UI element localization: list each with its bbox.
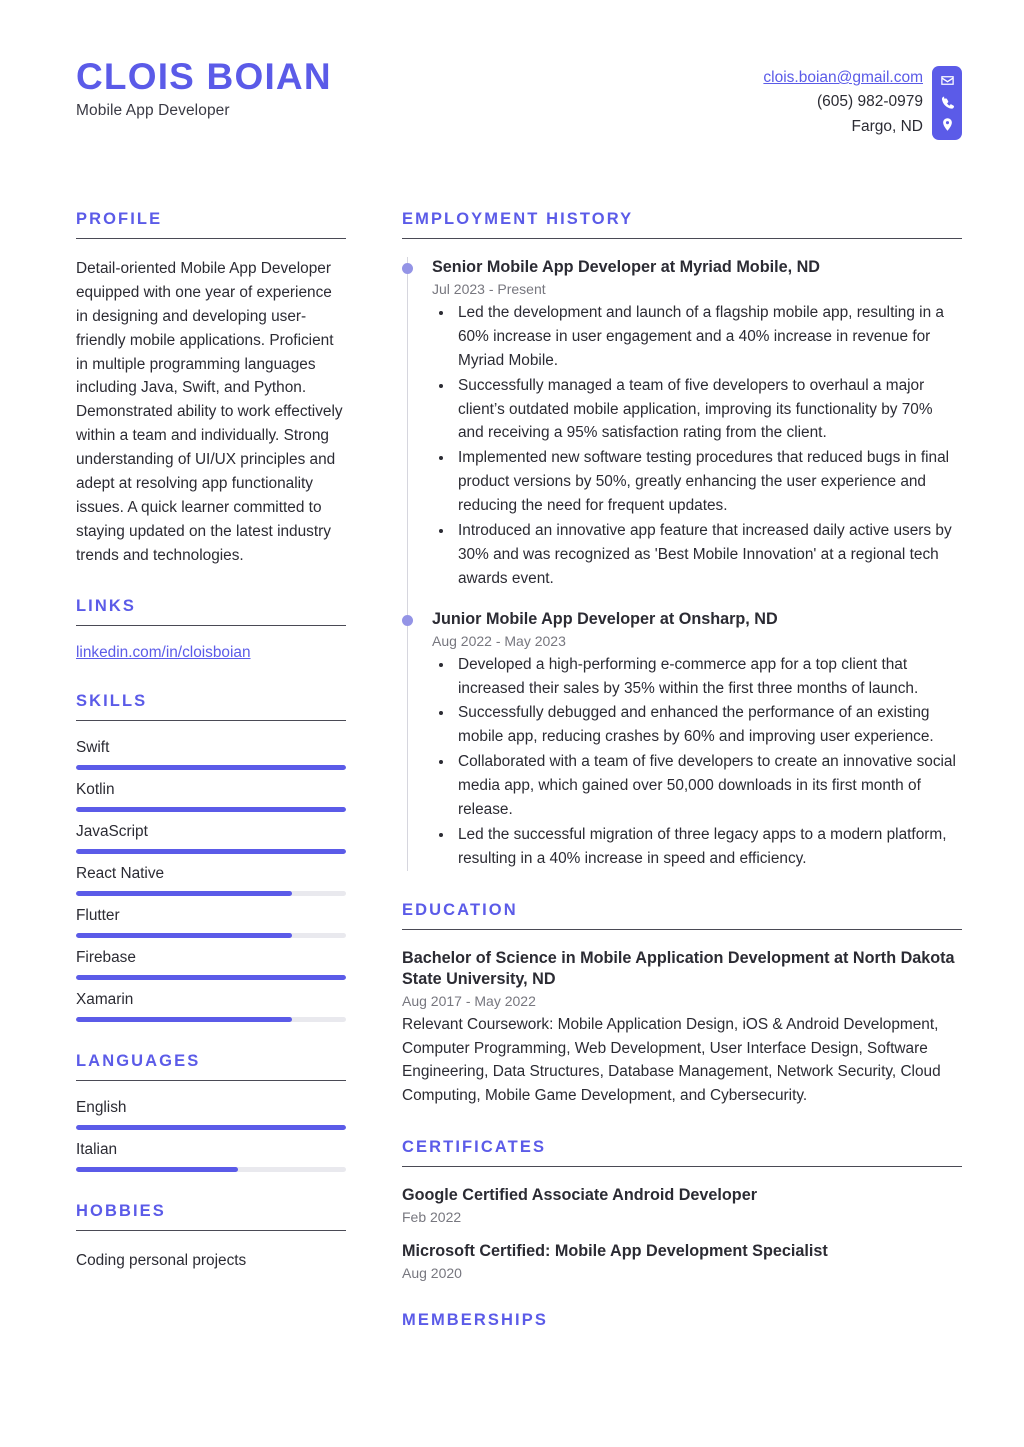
- section-languages: [76, 1052, 346, 1172]
- section-divider: [76, 720, 346, 721]
- language-bar: [76, 1099, 346, 1130]
- section-employment: [402, 210, 962, 871]
- skill-bar-label: React Native: [76, 865, 165, 883]
- section-memberships: [402, 1311, 962, 1339]
- employment-timeline: [407, 257, 962, 871]
- skill-bar: [76, 949, 346, 980]
- language-bar-track: [76, 1167, 346, 1172]
- skill-bar-track: [76, 933, 346, 938]
- candidate-name: CLOIS BOIAN: [76, 56, 332, 97]
- language-bar-track: [76, 1125, 346, 1130]
- certificate-entry: [402, 1185, 962, 1225]
- section-divider: [402, 929, 962, 930]
- language-bar-fill: [76, 1167, 238, 1172]
- section-education: [402, 901, 962, 1109]
- skill-bar: [76, 739, 346, 770]
- section-title-employment: EMPLOYMENT HISTORY: [402, 210, 634, 228]
- section-title-education: EDUCATION: [402, 900, 518, 919]
- contact-email-row: [763, 66, 923, 90]
- employment-title: Senior Mobile App Developer at Myriad Mobile, ND: [432, 258, 820, 276]
- section-title-languages: LANGUAGES: [76, 1052, 201, 1071]
- section-divider: [76, 238, 346, 239]
- language-bar-label: Italian: [76, 1141, 118, 1159]
- skill-bar-label: Firebase: [76, 949, 136, 967]
- skill-bar-fill: [76, 975, 346, 980]
- employment-bullet: • Collaborated with a team of five developers to create an innovative social media app, which gained over 50,000 downloads in its first month of release.: [454, 750, 962, 822]
- skill-bar-fill: [76, 891, 292, 896]
- employment-bullet: • Successfully managed a team of five developers to overhaul a major client’s outdated mobile application, improving its functionality by 70% and receiving a 95% satisfaction rating from the client.: [454, 374, 962, 446]
- skill-bar: [76, 865, 346, 896]
- skill-bar-label: Xamarin: [76, 991, 134, 1009]
- resume-header: [76, 56, 962, 140]
- education-title: Bachelor of Science in Mobile Application Development at North Dakota State University, ND: [402, 948, 955, 988]
- skill-bar-track: [76, 975, 346, 980]
- section-links: [76, 597, 346, 662]
- section-skills: [76, 692, 346, 1022]
- profile-summary-text: Detail-oriented Mobile App Developer equipped with one year of experience in designing and developing user-friendly mobile applications. Proficient in multiple programming languages including Java, Swift, and Python. Demonstrated ability to work effectively within a team and individually. Strong understanding of UI/UX principles and adept at resolving app functionality issues. A quick learner committed to staying updated on the latest industry trends and technologies.: [76, 260, 343, 564]
- skill-bar: [76, 781, 346, 812]
- section-certificates: [402, 1138, 962, 1281]
- section-profile: [76, 210, 346, 567]
- skills-list: [76, 739, 346, 1022]
- contact-lines: [763, 66, 923, 139]
- identity-block: [76, 56, 332, 120]
- phone-icon: [940, 95, 955, 110]
- section-title-profile: PROFILE: [76, 210, 163, 228]
- employment-date: Aug 2022 - May 2023: [432, 632, 566, 649]
- link-item[interactable]: linkedin.com/in/cloisboian: [76, 644, 251, 662]
- skill-bar: [76, 907, 346, 938]
- timeline-dot-icon: [402, 615, 413, 626]
- languages-list: [76, 1099, 346, 1172]
- certificate-date: Feb 2022: [402, 1209, 462, 1226]
- skill-bar-track: [76, 849, 346, 854]
- skill-bar-fill: [76, 933, 292, 938]
- skill-bar-fill: [76, 765, 346, 770]
- section-title-hobbies: HOBBIES: [76, 1202, 166, 1221]
- skill-bar: [76, 991, 346, 1022]
- skill-bar-track: [76, 1017, 346, 1022]
- section-divider: [402, 1166, 962, 1167]
- location-pin-icon: [940, 117, 955, 132]
- skill-bar-track: [76, 807, 346, 812]
- section-title-memberships: MEMBERSHIPS: [402, 1311, 548, 1330]
- employment-bullet: • Implemented new software testing procedures that reduced bugs in final product versions by 50%, greatly enhancing the user experience and reducing the need for frequent updates.: [454, 446, 962, 518]
- language-bar: [76, 1141, 346, 1172]
- section-title-certificates: CERTIFICATES: [402, 1138, 547, 1157]
- skill-bar-label: Swift: [76, 739, 110, 757]
- employment-entry: [432, 257, 962, 591]
- language-bar-fill: [76, 1125, 346, 1130]
- education-entry: [402, 948, 962, 1109]
- skill-bar-label: JavaScript: [76, 823, 148, 841]
- skill-bar-fill: [76, 807, 346, 812]
- certificate-date: Aug 2020: [402, 1265, 462, 1282]
- candidate-job-title: Mobile App Developer: [76, 102, 230, 120]
- employment-bullet: • Successfully debugged and enhanced the performance of an existing mobile app, reducing crashes by 60% and improving user experience.: [454, 701, 962, 749]
- skill-bar-track: [76, 765, 346, 770]
- certificate-entry: [402, 1241, 962, 1281]
- contact-block: [763, 66, 962, 140]
- section-divider: [76, 1230, 346, 1231]
- employment-bullet: • Developed a high-performing e-commerce app for a top client that increased their sales by 35% within the first three months of launch.: [454, 653, 962, 701]
- contact-phone: (605) 982-0979: [817, 93, 923, 111]
- skill-bar-fill: [76, 849, 346, 854]
- hobby-item: Coding personal projects: [76, 1252, 247, 1270]
- skill-bar-fill: [76, 1017, 292, 1022]
- resume-columns: [76, 210, 962, 1369]
- education-description: Relevant Coursework: Mobile Application Design, iOS & Android Development, Computer Programming, Web Development, User Interface Design, Software Engineering, Data Structures, Database Management, Network Security, Cloud Computing, Mobile Game Development, and Cybersecurity.: [402, 1015, 941, 1105]
- employment-bullets: [454, 653, 962, 871]
- education-date: Aug 2017 - May 2022: [402, 992, 536, 1009]
- timeline-dot-icon: [402, 263, 413, 274]
- right-column: [402, 210, 962, 1369]
- section-divider: [402, 238, 962, 239]
- skill-bar-label: Kotlin: [76, 781, 115, 799]
- skill-bar-label: Flutter: [76, 907, 120, 925]
- contact-location: Fargo, ND: [851, 117, 923, 135]
- employment-bullet: • Led the development and launch of a flagship mobile app, resulting in a 60% increase in user engagement and a 40% increase in revenue for Myriad Mobile.: [454, 301, 962, 373]
- language-bar-label: English: [76, 1099, 127, 1117]
- employment-title: Junior Mobile App Developer at Onsharp, ND: [432, 609, 778, 628]
- employment-entry: [432, 609, 962, 871]
- certificates-list: [402, 1185, 962, 1281]
- employment-bullet: • Led the successful migration of three legacy apps to a modern platform, resulting in a 40% increase in speed and efficiency.: [454, 823, 962, 871]
- section-divider: [76, 1080, 346, 1081]
- section-divider: [76, 625, 346, 626]
- section-title-links: LINKS: [76, 597, 136, 616]
- contact-icon-badge: [932, 66, 962, 140]
- employment-bullet: • Introduced an innovative app feature that increased daily active users by 30% and was recognized as 'Best Mobile Innovation' at a regional tech awards event.: [454, 519, 962, 591]
- contact-email-link[interactable]: clois.boian@gmail.com: [763, 69, 923, 86]
- education-list: [402, 948, 962, 1109]
- skill-bar: [76, 823, 346, 854]
- envelope-icon: [940, 73, 955, 88]
- skill-bar-track: [76, 891, 346, 896]
- certificate-title: Microsoft Certified: Mobile App Development Specialist: [402, 1242, 828, 1261]
- left-column: [76, 210, 346, 1302]
- employment-date: Jul 2023 - Present: [432, 281, 546, 298]
- employment-bullets: [454, 301, 962, 591]
- certificate-title: Google Certified Associate Android Developer: [402, 1186, 757, 1205]
- section-hobbies: [76, 1202, 346, 1272]
- section-title-skills: SKILLS: [76, 692, 148, 711]
